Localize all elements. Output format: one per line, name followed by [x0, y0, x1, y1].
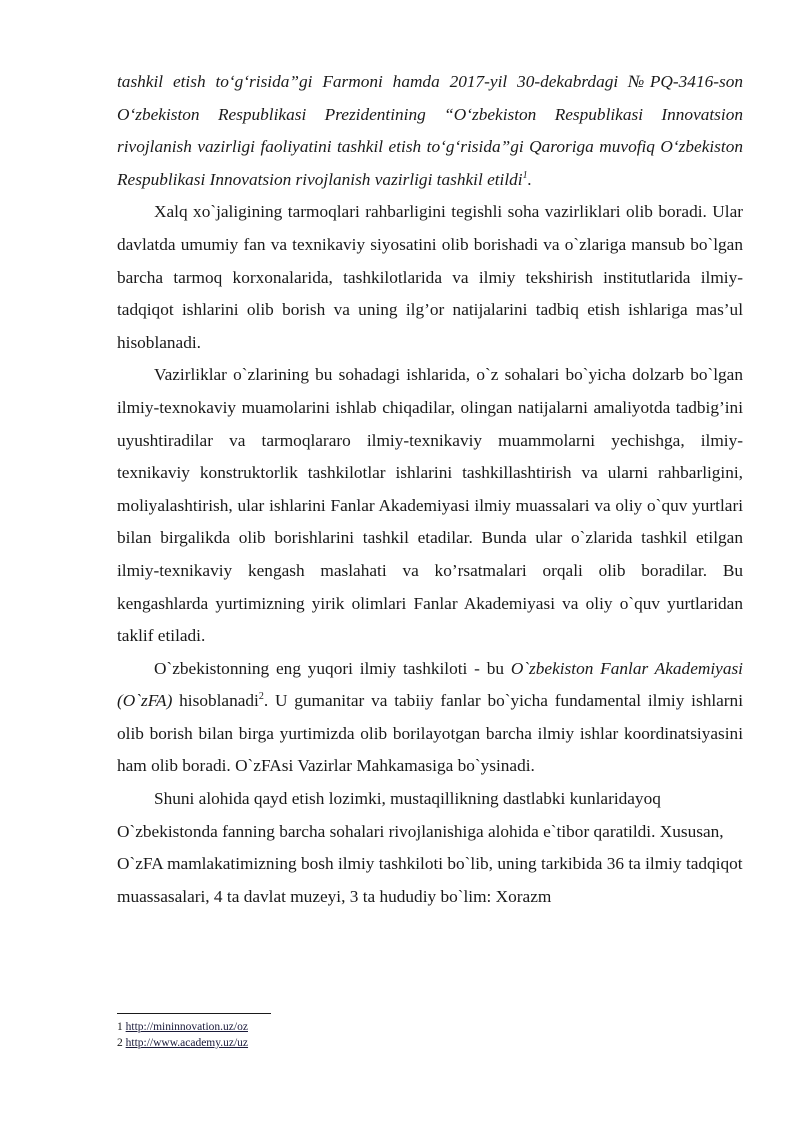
footnote-ref-1[interactable]: 1	[522, 170, 528, 182]
paragraph-independence: Shuni alohida qayd etish lozimki, mustaqillikning dastlabki kunlaridayoq O`zbekistonda fanning barcha sohalari rivojlanishiga alohida e`tibor qaratildi. Xususan, O`zFA mamlakatimizning bosh ilmiy tashkiloti bo`lib, uning tarkibida 36 ta ilmiy tadqiqot muassasalari, 4 ta davlat muzeyi, 3 ta hududiy bo`lim: Xorazm	[117, 789, 743, 906]
paragraph-ministries: Xalq xo`jaligining tarmoqlari rahbarligini tegishli soha vazirliklari olib boradi. Ular davlatda umumiy fan va texnikaviy siyosatini olib borishadi va o`zlariga mansub bo`lgan barcha tarmoq korxonalarida, tashkilotlarida va ilmiy tekshirish institutlarida ilmiy-tadqiqot ishlarini olib borish va uning ilg’or natijalarini tadbiq etish ishlariga mas’ul hisoblanadi.	[117, 202, 743, 352]
intro-text: tashkil etish to‘g‘risida”gi Farmoni hamda 2017-yil 30-dekabrdagi №PQ-3416-son O‘zbekiston Respublikasi Prezidentining “O‘zbekiston Respublikasi Innovatsion rivojlanish vazirligi faoliyatini tashkil etish to‘g‘risida”gi Qaroriga muvofiq O‘zbekiston Respublikasi Innovatsion rivojlanish vazirligi tashkil etildi	[117, 72, 743, 189]
footnote-2	[117, 1035, 248, 1051]
intro-end: .	[527, 169, 532, 189]
footnote-number: 2	[117, 1037, 123, 1049]
academy-rest: . U gumanitar va tabiiy fanlar bo`yicha fundamental ilmiy ishlarni olib borish bilan birga yurtimizda olib borilayotgan barcha ilmiy ishlar koordinatsiyasini ham olib boradi. O`zFAsi Vazirlar Mahkamasiga bo`ysinadi.	[117, 691, 744, 776]
paragraph-ministries-work: Vazirliklar o`zlarining bu sohadagi ishlarida, o`z sohalari bo`yicha dolzarb bo`lgan ilmiy-texnokaviy muamolarini ishlab chiqadilar, olingan natijalarni amaliyotda tadbig’ini uyushtiradilar va tarmoqlararo ilmiy-texnikaviy muammolarni yechishga, ilmiy-texnikaviy konstruktorlik tashkilotlar ishlarini tashkillashtirish va ularni rahbarligini, moliyalashtirish, ular ishlarini Fanlar Akademiyasi ilmiy muassalari va oliy o`quv yurtlari bilan birgalikda olib borishlarini tashkil etadilar. Bunda ular o`zlarida tashkil etilgan ilmiy-texnikaviy kengash maslahati va ko’rsatmalari orqali olib boradilar. Bu kengashlarda yurtimizning yirik olimlari Fanlar Akademiyasi va oliy o`quv yurtlaridan taklif etiladi.	[117, 365, 743, 646]
footnote-number: 1	[117, 1021, 123, 1033]
intro-paragraph	[117, 66, 743, 196]
academy-name: O`zbekiston Fanlar Akademiyasi (O`zFA)	[117, 658, 743, 711]
footnote-divider	[117, 1013, 271, 1014]
footnote-link[interactable]: http://www.academy.uz/uz	[125, 1037, 249, 1049]
footnotes	[117, 1019, 248, 1051]
document-body	[117, 66, 743, 913]
academy-mid: hisoblanadi	[172, 691, 259, 711]
academy-lead: O`zbekistonning eng yuqori ilmiy tashkiloti - bu	[154, 658, 511, 678]
footnote-1	[117, 1019, 248, 1035]
paragraph-academy	[117, 653, 743, 783]
footnote-ref-2[interactable]: 2	[258, 691, 264, 703]
footnote-link[interactable]: http://mininnovation.uz/oz	[125, 1021, 248, 1033]
